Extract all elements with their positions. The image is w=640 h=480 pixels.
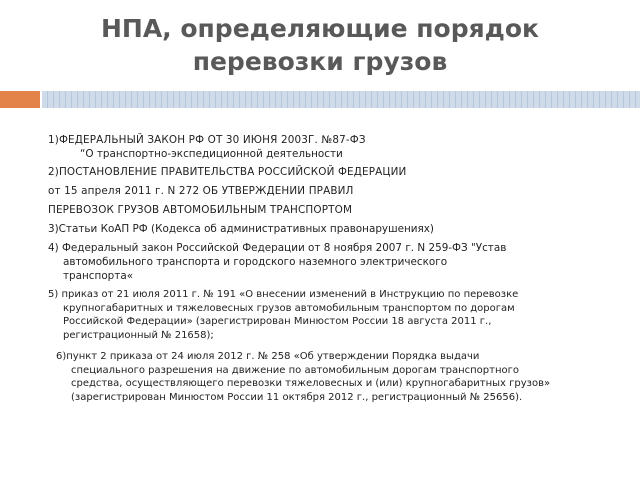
list-item-6 (48, 350, 628, 404)
orange-accent-bar (0, 91, 40, 108)
list-item-5-line-1: 5) приказ от 21 июля 2011 г. № 191 «О внесении изменений в Инструкцию по перевозке (48, 289, 519, 300)
slide-title-line-2: перевозки грузов (192, 47, 448, 76)
list-item-5-line-3: Российской Федерации» (зарегистрирован Минюстом России 18 августа 2011 г., (63, 316, 492, 327)
slide-title-line-1: НПА, определяющие порядок (100, 14, 540, 43)
list-item-3-line-1: 3)Статьи КоАП РФ (Кодекса об административных правонарушениях) (48, 223, 434, 235)
list-item-6-line-2: специального разрешения на движение по автомобильным дорогам транспортного (71, 364, 519, 376)
list-item-4-line-2: автомобильного транспорта и городского наземного электрического (63, 256, 448, 268)
slide-title (0, 12, 640, 78)
list-item-6-line-3: средства, осуществляющего перевозки тяжеловесных и (или) крупногабаритных грузов» (71, 378, 551, 389)
list-item-5 (48, 288, 628, 342)
list-item-1 (48, 133, 628, 161)
list-item-5-line-2: крупногабаритных и тяжеловесных грузов автомобильным транспортом по дорогам (63, 302, 515, 314)
list-item-3 (48, 222, 628, 236)
list-item-4-line-3: транспорта« (63, 270, 134, 282)
blue-striped-divider (42, 91, 640, 108)
list-item-4 (48, 241, 628, 283)
list-item-1-line-1: 1)ФЕДЕРАЛЬНЫЙ ЗАКОН РФ ОТ 30 ИЮНЯ 2003Г. №87-ФЗ (48, 134, 366, 146)
list-item-6-line-1: 6)пункт 2 приказа от 24 июля 2012 г. № 258 «Об утверждении Порядка выдачи (56, 351, 480, 362)
document-list (48, 130, 628, 404)
list-item-5-line-4: регистрационный № 21658); (63, 329, 214, 341)
list-item-2 (48, 165, 628, 217)
list-item-4-line-1: 4) Федеральный закон Российской Федерации от 8 ноября 2007 г. N 259-ФЗ "Устав (48, 242, 507, 254)
list-item-2-line-2: от 15 апреля 2011 г. N 272 ОБ УТВЕРЖДЕНИИ ПРАВИЛ (48, 185, 354, 197)
list-item-2-line-1: 2)ПОСТАНОВЛЕНИЕ ПРАВИТЕЛЬСТВА РОССИЙСКОЙ ФЕДЕРАЦИИ (48, 166, 407, 178)
list-item-2-line-3: ПЕРЕВОЗОК ГРУЗОВ АВТОМОБИЛЬНЫМ ТРАНСПОРТОМ (48, 204, 353, 216)
list-item-1-line-2: “О транспортно-экспедиционной деятельности (80, 148, 343, 160)
list-item-6-line-4: (зарегистрирован Минюстом России 11 октября 2012 г., регистрационный № 25656). (71, 391, 523, 403)
